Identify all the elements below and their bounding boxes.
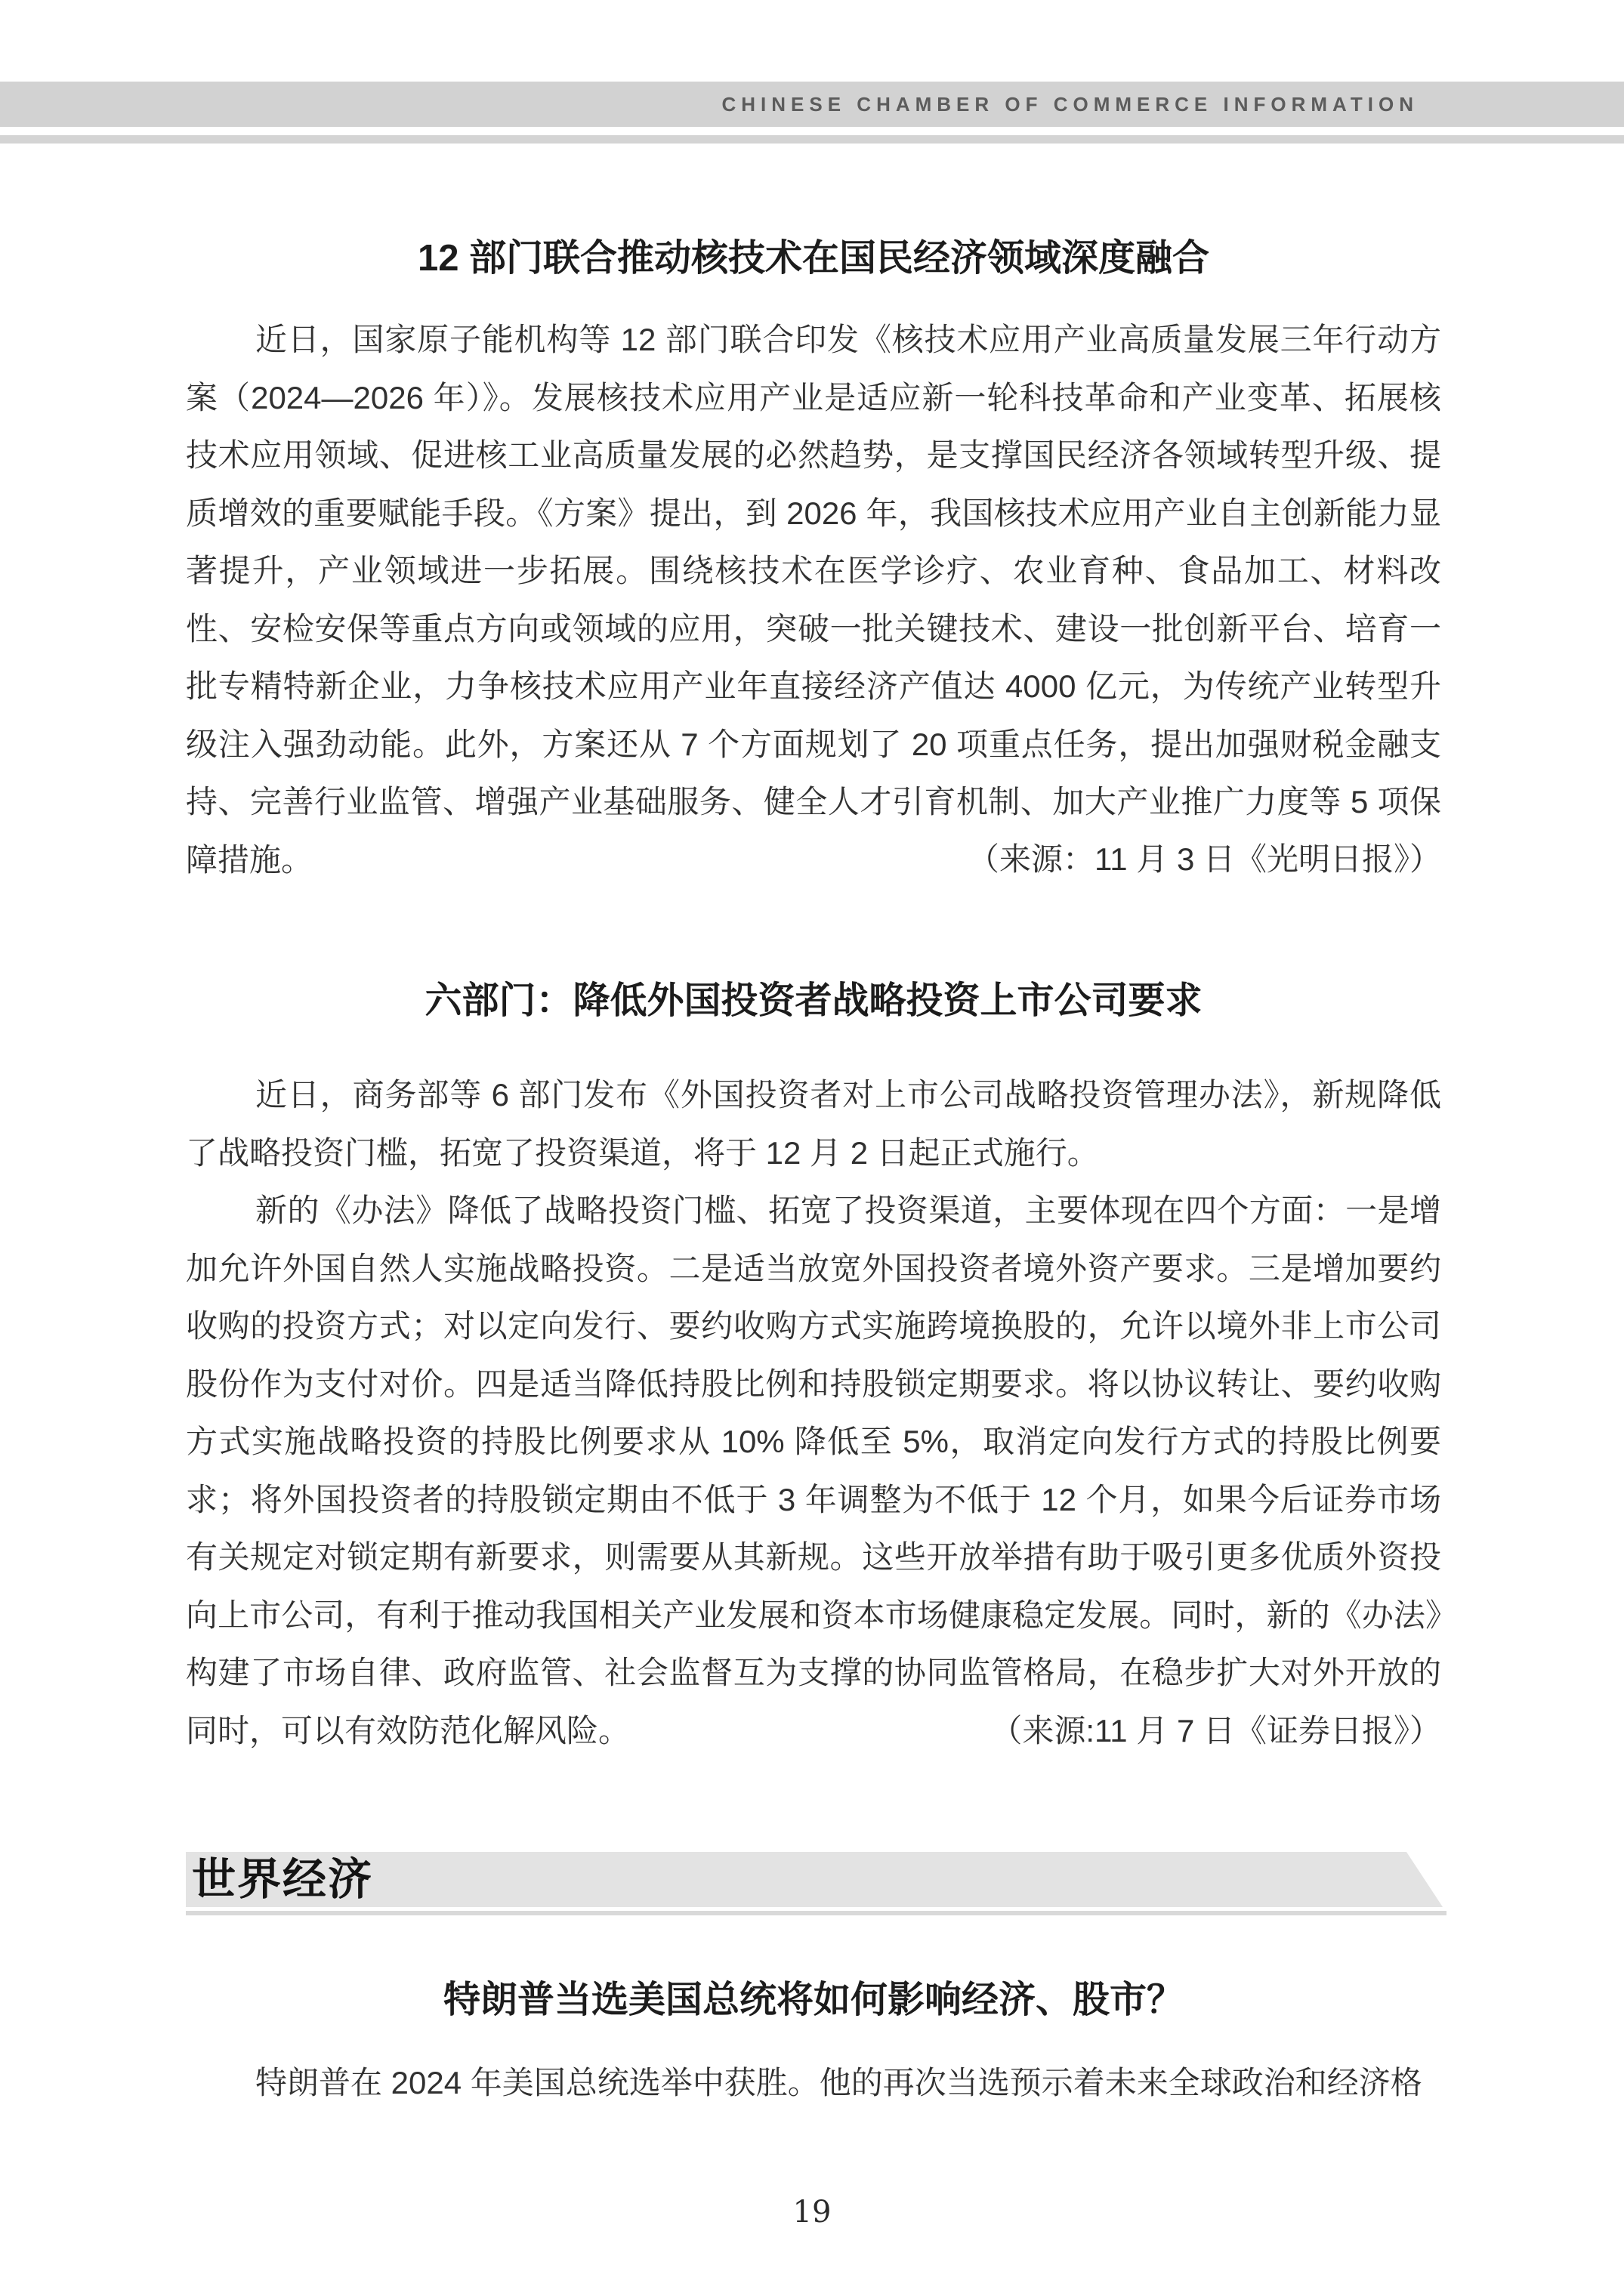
article-1-source: （来源：11 月 3 日《光明日报》） <box>968 841 1441 877</box>
article-2-title: 六部门：降低外国投资者战略投资上市公司要求 <box>425 980 1203 1021</box>
article-3-title: 特朗普当选美国总统将如何影响经济、股市？ <box>443 1980 1184 2020</box>
article-2-paragraph-2-text: 新的《办法》降低了战略投资门槛、拓宽了投资渠道，主要体现在四个方面：一是增加允许外国自然人实施战略投资。二是适当放宽外国投资者境外资产要求。三是增加要约收购的投资方式；对以定向发行、要约收购方式实施跨境换股的，允许以境外非上市公司股份作为支付对价。四是适当降低持股比例和持股锁定期要求。将以协议转让、要约收购方式实施战略投资的持股比例要求从 10% 降低至 5%，取消定向发行方式的持股比例要求；将外国投资者的持股锁定期由不低于 3 年调整为不低于 12 个月，如果今后证券市场有关规定对锁定期有新要求，则需要从其新规。这些开放举措有助于吸引更多优质外资投向上市公司，有利于推动我国相关产业发展和资本市场健康稳定发展。同时，新的《办法》构建了市场自律、政府监管、社会监督互为支撑的协同监管格局，在稳步扩大对外开放的同时，可以有效防范化解风险。 <box>186 1193 1441 1748</box>
article-2-source: （来源:11 月 7 日《证券日报》） <box>990 1712 1441 1748</box>
section-banner <box>186 1852 1443 1907</box>
section-banner-shadow <box>186 1911 1446 1915</box>
article-1-paragraph: 近日，国家原子能机构等 12 部门联合印发《核技术应用产业高质量发展三年行动方案（2024—2026 年）》。发展核技术应用产业是适应新一轮科技革命和产业变革、拓展核技术应用领域、促进核工业高质量发展的必然趋势，是支撑国民经济各领域转型升级、提质增效的重要赋能手段。《方案》提出，到 2026 年，我国核技术应用产业自主创新能力显著提升，产业领域进一步拓展。围绕核技术在医学诊疗、农业育种、食品加工、材料改性、安检安保等重点方向或领域的应用，突破一批关键技术、建设一批创新平台、培育一批专精特新企业，力争核技术应用产业年直接经济产值达 4000 亿元，为传统产业转型升级注入强劲动能。此外，方案还从 7 个方面规划了 20 项重点任务，提出加强财税金融支持、完善行业监管、增强产业基础服务、健全人才引育机制、加大产业推广力度等 5 项保障措施。 <box>186 322 1441 878</box>
article-2-paragraph-1: 近日，商务部等 6 部门发布《外国投资者对上市公司战略投资管理办法》，新规降低了战略投资门槛，拓宽了投资渠道，将于 12 月 2 日起正式施行。 <box>186 1077 1441 1171</box>
header-band-text: CHINESE CHAMBER OF COMMERCE INFORMATION <box>721 93 1419 116</box>
article-3-paragraph: 特朗普在 2024 年美国总统选举中获胜。他的再次当选预示着未来全球政治和经济格 <box>255 2065 1422 2100</box>
article-1-title: 12 部门联合推动核技术在国民经济领域深度融合 <box>417 238 1210 279</box>
page-number: 19 <box>792 2195 832 2230</box>
section-header-label: 世界经济 <box>192 1853 374 1905</box>
header-band-divider <box>0 135 1624 144</box>
article-2-paragraph-2 <box>186 1182 1441 1760</box>
header-band <box>0 82 1624 127</box>
